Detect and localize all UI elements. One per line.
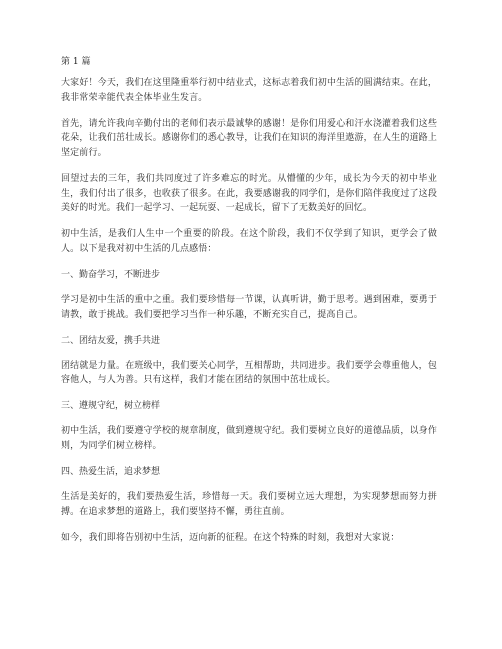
section-heading-dreams: 四、热爱生活，追求梦想 [61, 467, 161, 477]
section-heading-unity: 二、团结友爱，携手共进 [61, 335, 161, 346]
paragraph-unity: 团结就是力量。在班级中，我们要关心同学，互相帮助，共同进步。我们要学会尊重他人，包容他人，与人为善。只有这样，我们才能在团结的氛围中茁壮成长。 [61, 360, 437, 386]
section-heading-discipline: 三、遵规守纪，树立榜样 [61, 401, 161, 412]
paragraph-reflections-intro: 初中生活，是我们人生中一个重要的阶段。在这个阶段，我们不仅学到了知识，更学会了做人。以下是我对初中生活的几点感悟： [61, 229, 437, 254]
section-heading-study: 一、勤奋学习，不断进步 [61, 269, 161, 280]
paragraph-farewell: 如今，我们即将告别初中生活，迈向新的征程。在这个特殊的时刻，我想对大家说： [61, 532, 400, 543]
paragraph-dreams: 生活是美好的，我们要热爱生活，珍惜每一天。我们要树立远大理想，为实现梦想而努力拼搏。在追求梦想的道路上，我们要坚持不懈，勇往直前。 [61, 492, 437, 517]
paragraph-thanks-teachers: 首先，请允许我向辛勤付出的老师们表示最诚挚的感谢！是你们用爱心和汗水浇灌着我们这些花朵，让我们茁壮成长。感谢你们的悉心教导，让我们在知识的海洋里遨游，在人生的道路上坚定前行。 [61, 118, 437, 158]
paragraph-study: 学习是初中生活的重中之重。我们要珍惜每一节课，认真听讲，勤于思考。遇到困难，要勇于请教，敢于挑战。我们要把学习当作一种乐趣，不断充实自己，提高自己。 [61, 294, 437, 320]
document-heading: 第 1 篇 [61, 57, 91, 67]
paragraph-greeting: 大家好！今天，我们在这里隆重举行初中结业式，这标志着我们初中生活的圆满结束。在此，我非常荣幸能代表全体毕业生发言。 [61, 78, 437, 103]
paragraph-discipline: 初中生活，我们要遵守学校的规章制度，做到遵规守纪。我们要树立良好的道德品质，以身作则，为同学们树立榜样。 [61, 426, 437, 451]
document-page [61, 56, 437, 557]
paragraph-look-back: 回望过去的三年，我们共同度过了许多难忘的时光。从懵懂的少年，成长为今天的初中毕业生，我们付出了很多，也收获了很多。在此，我要感谢我的同学们，是你们陪伴我度过了这段美好的时光。我们一起学习、一起玩耍、一起成长，留下了无数美好的回忆。 [61, 173, 437, 214]
